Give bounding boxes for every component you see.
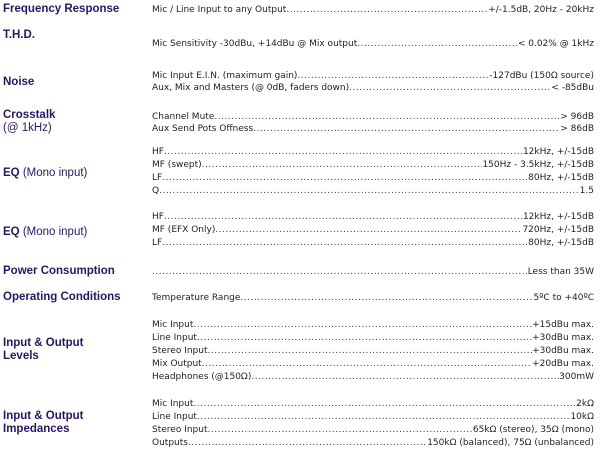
spec-line: Mix Output ..... +20dBu max. [152,357,594,370]
spec-line: Mic Input ..... +15dBu max. [152,318,594,331]
spec-line: HF ..... 12kHz, +/-15dB [152,145,594,158]
spec-label: Input & Output Levels [3,337,84,362]
spec-line: MF (EFX Only) ..... 720Hz, +/-15dB [152,223,594,236]
spec-line: Mic / Line Input to any Output ..... +/-1.5dB, 20Hz - 20kHz [152,3,594,16]
spec-label: EQ (Mono input) [3,226,88,238]
spec-line: Stereo Input ..... +30dBu max. [152,344,594,357]
spec-line: LF ..... 80Hz, +/-15dB [152,171,594,184]
spec-line: Headphones (@150Ω) ..... 300mW [152,370,594,383]
spec-label: T.H.D. [3,29,35,41]
spec-line: Aux, Mix and Masters (@ 0dB, faders down) ..... < -85dBu [152,81,594,94]
spec-label: Operating Conditions [3,291,121,303]
spec-label: Noise [3,76,35,88]
spec-label: Frequency Response [3,3,120,15]
spec-line: Q ..... 1.5 [152,184,594,197]
spec-line: Line Input ..... +30dBu max. [152,331,594,344]
spec-line: Outputs ..... 150kΩ (balanced), 75Ω (unbalanced) [152,436,594,449]
spec-label: Crosstalk (@ 1kHz) [3,109,56,134]
spec-line: Temperature Range ..... 5ºC to +40ºC [152,291,594,304]
spec-label: EQ (Mono input) [3,167,88,179]
spec-line: MF (swept) ..... 150Hz - 3.5kHz, +/-15dB [152,158,594,171]
spec-label: Power Consumption [3,265,115,277]
spec-line: Stereo Input ..... 65kΩ (stereo), 35Ω (mono) [152,423,594,436]
spec-line: Line Input ..... 10kΩ [152,410,594,423]
spec-line: Aux Send Pots Offness ..... > 86dB [152,122,594,135]
spec-line: ..... Less than 35W [152,265,594,278]
spec-line: HF ..... 12kHz, +/-15dB [152,210,594,223]
spec-line: LF ..... 80Hz, +/-15dB [152,236,594,249]
spec-line: Mic Sensitivity -30dBu, +14dBu @ Mix output ..... < 0.02% @ 1kHz [152,37,594,50]
spec-line: Mic Input E.I.N. (maximum gain) ..... -127dBu (150Ω source) [152,69,594,82]
spec-label: Input & Output Impedances [3,410,84,435]
spec-line: Mic Input ..... 2kΩ [152,397,594,410]
spec-line: Channel Mute ..... > 96dB [152,110,594,123]
